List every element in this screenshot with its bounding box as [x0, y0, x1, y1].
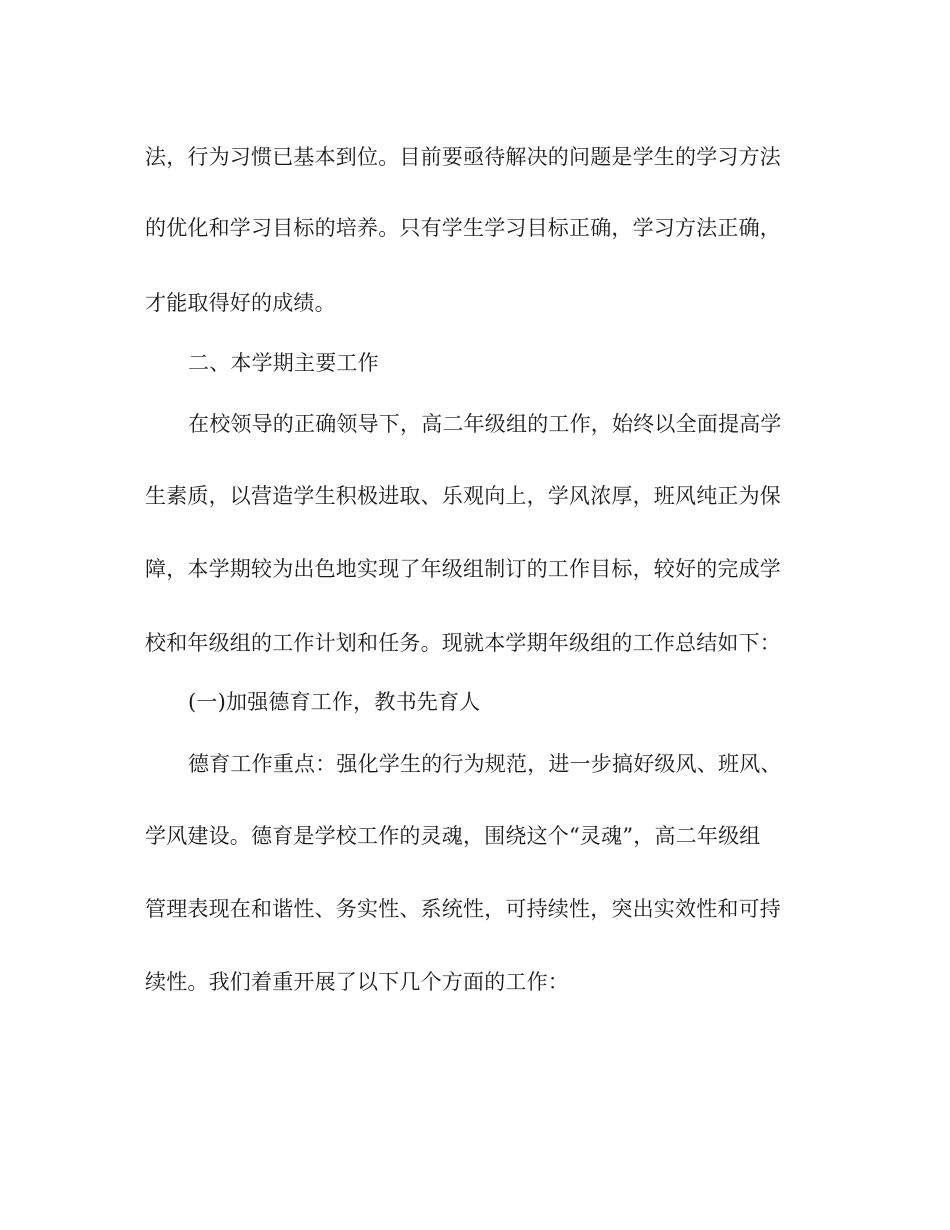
paragraph-line: 管理表现在和谐性、务实性、系统性，可持续性，突出实效性和可持 — [145, 897, 781, 921]
section-heading: 二、本学期主要工作 — [188, 351, 379, 375]
paragraph-line: 学风建设。德育是学校工作的灵魂，围绕这个“灵魂”，高二年级组 — [145, 824, 761, 848]
paragraph-line: 校和年级组的工作计划和任务。现就本学期年级组的工作总结如下： — [145, 631, 781, 655]
paragraph-line: 法，行为习惯已基本到位。目前要亟待解决的问题是学生的学习方法 — [145, 145, 781, 169]
paragraph-line: 障，本学期较为出色地实现了年级组制订的工作目标，较好的完成学 — [145, 557, 781, 581]
paragraph-line: 才能取得好的成绩。 — [145, 291, 336, 315]
paragraph-line: 德育工作重点：强化学生的行为规范，进一步搞好级风、班风、 — [188, 752, 782, 776]
paragraph-line: 续性。我们着重开展了以下几个方面的工作： — [145, 970, 569, 994]
paragraph-line: 在校领导的正确领导下，高二年级组的工作，始终以全面提高学 — [188, 412, 782, 436]
subsection-heading: (一)加强德育工作，教书先育人 — [188, 690, 481, 714]
paragraph-line: 的优化和学习目标的培养。只有学生学习目标正确，学习方法正确， — [145, 216, 781, 240]
paragraph-line: 生素质，以营造学生积极进取、乐观向上，学风浓厚，班风纯正为保 — [145, 484, 781, 508]
